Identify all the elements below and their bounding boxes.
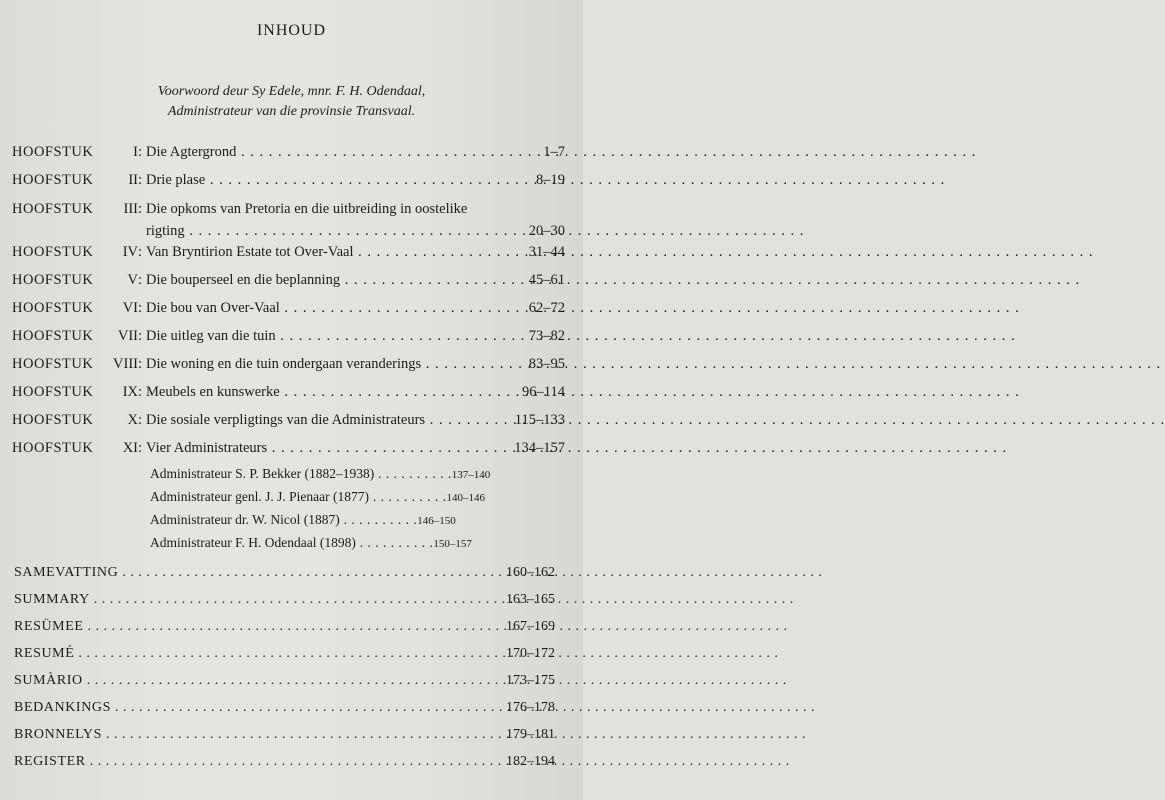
chapter-number: VI [122, 300, 138, 316]
chapter-word: HOOFSTUK [12, 244, 94, 260]
backmatter-pages: 176–178 [506, 700, 555, 715]
chapter-pages: 1–7 [543, 144, 565, 160]
leader-dots [340, 512, 418, 527]
separator: : [138, 144, 143, 160]
chapter-word: HOOFSTUK [12, 144, 94, 160]
chapter-word: HOOFSTUK [12, 440, 94, 456]
chapter-title: Drie plase . . . [146, 172, 498, 189]
toc-chapter-9[interactable] [0, 384, 583, 412]
separator: : [138, 328, 143, 344]
chapter-number: IX [122, 384, 138, 400]
subitem-name: Administrateur dr. W. Nicol (1887) [150, 512, 340, 527]
toc-chapter-11[interactable] [0, 440, 583, 468]
separator: : [138, 272, 143, 288]
backmatter-label: SAMEVATTING . . . [14, 565, 494, 581]
chapter-number: II [128, 172, 138, 188]
backmatter-label: BEDANKINGS . . . [14, 700, 494, 716]
chapter-pages: 31–44 [528, 244, 565, 260]
toc-subitem-3[interactable] [150, 512, 470, 534]
chapter-number: IV [122, 244, 138, 260]
chapter-title: Meubels en kunswerke . . . [146, 384, 498, 401]
chapter-word: HOOFSTUK [12, 300, 94, 316]
backmatter-pages: 160–162 [506, 565, 555, 580]
page-title: INHOUD [256, 22, 327, 39]
chapter-pages: 45–61 [528, 272, 565, 288]
toc-backmatter-2[interactable] [14, 592, 567, 616]
chapter-number: XI [122, 440, 138, 456]
separator: : [138, 384, 143, 400]
separator: : [138, 172, 143, 188]
chapter-title-continued: rigting . . . [146, 223, 498, 240]
backmatter-label: RESÜMEE . . . [14, 619, 494, 635]
chapter-number: VIII [113, 356, 138, 372]
toc-subitem-4[interactable] [150, 535, 470, 557]
toc-chapter-4[interactable] [0, 244, 583, 272]
chapter-title: Die uitleg van die tuin . . . [146, 328, 498, 345]
chapter-word: HOOFSTUK [12, 356, 94, 372]
subitem-name: Administrateur F. H. Odendaal (1898) [150, 535, 356, 550]
chapter-pages: 73–82 [528, 328, 565, 344]
chapter-pages: 96–114 [522, 384, 565, 400]
chapter-number: V [127, 272, 138, 288]
chapter-pages: 134–157 [514, 440, 565, 456]
subitem-name: Administrateur S. P. Bekker (1882–1938) [150, 466, 375, 481]
backmatter-pages: 167–169 [506, 619, 555, 634]
chapter-title: Die opkoms van Pretoria en die uitbreiding in oostelike [146, 201, 468, 217]
toc-backmatter-1[interactable] [14, 565, 567, 589]
toc-chapter-2[interactable] [0, 172, 583, 200]
chapter-pages: 115–133 [514, 412, 565, 428]
toc-backmatter-8[interactable] [14, 754, 567, 778]
backmatter-label: SUMÀRIO . . . [14, 673, 494, 689]
chapter-word: HOOFSTUK [12, 172, 94, 188]
chapter-title: Die sosiale verpligtings van die Administrateurs . . . [146, 412, 498, 429]
backmatter-pages: 170–172 [506, 646, 555, 661]
leader-dots [356, 535, 434, 550]
backmatter-pages: 182–194 [506, 754, 555, 769]
chapter-pages: 83–95 [528, 356, 565, 372]
toc-chapter-1[interactable] [0, 144, 583, 172]
chapter-word: HOOFSTUK [12, 328, 94, 344]
chapter-title: Die woning en die tuin ondergaan veranderings . . . [146, 356, 498, 373]
toc-chapter-6[interactable] [0, 300, 583, 328]
toc-chapter-8[interactable] [0, 356, 583, 384]
separator: : [138, 244, 143, 260]
chapter-word: HOOFSTUK [12, 412, 94, 428]
chapter-word: HOOFSTUK [12, 384, 94, 400]
chapter-word: HOOFSTUK [12, 272, 94, 288]
backmatter-label: RESUMÉ . . . [14, 646, 494, 662]
subitem-pages: 137–140 [451, 469, 491, 481]
toc-backmatter-5[interactable] [14, 673, 567, 697]
backmatter-pages: 163–165 [506, 592, 555, 607]
separator: : [138, 440, 143, 456]
chapter-title: Vier Administrateurs . . . [146, 440, 498, 457]
separator: : [138, 356, 143, 372]
backmatter-pages: 173–175 [506, 673, 555, 688]
toc-backmatter-6[interactable] [14, 700, 567, 724]
separator: : [138, 412, 143, 428]
toc-chapter-10[interactable] [0, 412, 583, 440]
foreword-line-2: Administrateur van die provinsie Transvaal. [167, 104, 416, 119]
toc-chapter-7[interactable] [0, 328, 583, 356]
chapter-title: Die Agtergrond . . . [146, 144, 498, 161]
chapter-title: Van Bryntirion Estate tot Over-Vaal . . . [146, 244, 498, 261]
subitem-name: Administrateur genl. J. J. Pienaar (1877) [150, 489, 369, 504]
backmatter-label: REGISTER . . . [14, 754, 494, 770]
leader-dots [374, 466, 452, 481]
toc-subitem-2[interactable] [150, 489, 485, 511]
chapter-number: X [127, 412, 138, 428]
toc-backmatter-7[interactable] [14, 727, 567, 751]
subitem-pages: 150–157 [433, 538, 472, 550]
toc-backmatter-4[interactable] [14, 646, 567, 670]
backmatter-label: BRONNELYS . . . [14, 727, 494, 743]
foreword-line-1: Voorwoord deur Sy Edele, mnr. F. H. Odendaal, [157, 84, 426, 99]
chapter-title: Die bou van Over-Vaal . . . [146, 300, 498, 317]
toc-backmatter-3[interactable] [14, 619, 567, 643]
separator: : [138, 201, 143, 217]
subitem-pages: 140–146 [446, 492, 485, 504]
chapter-number: III [123, 201, 138, 217]
backmatter-label: SUMMARY . . . [14, 592, 494, 608]
subitem-pages: 146–150 [417, 515, 456, 527]
chapter-number: I [133, 144, 138, 160]
leader-dots [369, 489, 447, 504]
chapter-word: HOOFSTUK [12, 201, 94, 217]
toc-chapter-5[interactable] [0, 272, 583, 300]
chapter-pages: 8–19 [536, 172, 565, 188]
toc-subitem-1[interactable] [150, 466, 491, 488]
separator: : [138, 300, 143, 316]
chapter-pages: 20–30 [528, 223, 565, 239]
backmatter-pages: 179–181 [506, 727, 555, 742]
chapter-title: Die bouperseel en die beplanning . . . [146, 272, 498, 289]
chapter-number: VII [117, 328, 138, 344]
chapter-pages: 62–72 [528, 300, 565, 316]
